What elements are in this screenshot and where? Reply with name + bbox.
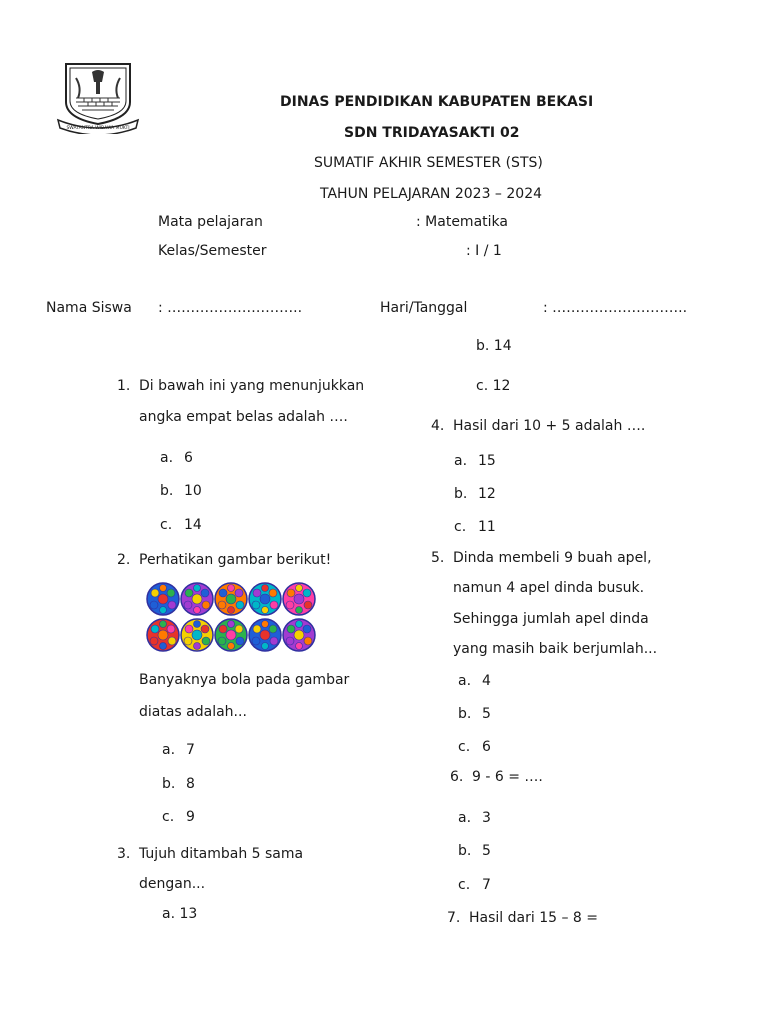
question-number: 5. [431, 550, 445, 566]
question-number: 3. [117, 846, 131, 862]
q3-option-a: a. 13 [162, 906, 198, 922]
q4-option-a: a. 15 [454, 453, 496, 469]
soccer-ball [283, 583, 315, 615]
q6-option-a: a. 3 [458, 810, 491, 826]
soccer-ball [249, 583, 281, 615]
subject-label: Mata pelajaran [158, 214, 263, 230]
question-1-line2: angka empat belas adalah …. [139, 409, 348, 425]
question-2 [117, 552, 331, 568]
class-label: Kelas/Semester [158, 243, 267, 259]
question-5-line3: Sehingga jumlah apel dinda [453, 611, 649, 627]
q1-option-c: c. 14 [160, 517, 202, 533]
q6-option-b: b. 5 [458, 843, 491, 859]
question-1 [117, 378, 364, 394]
class-value: : I / 1 [466, 243, 502, 259]
question-5-line2: namun 4 apel dinda busuk. [453, 580, 645, 596]
q2-option-a: a. 7 [162, 742, 195, 758]
q1-option-b: b. 10 [160, 483, 202, 499]
q5-option-b: b. 5 [458, 706, 491, 722]
student-name-label: Nama Siswa [46, 300, 132, 316]
q6-option-c: c. 7 [458, 877, 491, 893]
header-school: SDN TRIDAYASAKTI 02 [344, 125, 520, 141]
header-exam: SUMATIF AKHIR SEMESTER (STS) [314, 155, 543, 171]
q2-option-b: b. 8 [162, 776, 195, 792]
q3-option-c: c. 12 [476, 378, 511, 394]
header-year: TAHUN PELAJARAN 2023 – 2024 [320, 186, 543, 202]
question-number: 7. [447, 910, 461, 926]
question-text: Tujuh ditambah 5 sama [139, 846, 304, 862]
question-number: 6. [450, 769, 464, 785]
q2-option-c: c. 9 [162, 809, 195, 825]
question-text: 9 - 6 = …. [472, 769, 543, 785]
question-3-line2: dengan... [139, 876, 206, 892]
soccer-ball [181, 583, 213, 615]
question-text: Hasil dari 15 – 8 = [469, 910, 598, 926]
soccer-balls-image [146, 582, 316, 652]
student-name-field: : ……………………….. [158, 300, 303, 316]
subject-value: : Matematika [416, 214, 508, 230]
question-text: Perhatikan gambar berikut! [139, 552, 332, 568]
q5-option-c: c. 6 [458, 739, 491, 755]
q1-option-a: a. 6 [160, 450, 193, 466]
q4-option-c: c. 11 [454, 519, 496, 535]
soccer-ball [215, 583, 247, 615]
q3-option-b: b. 14 [476, 338, 512, 354]
soccer-ball [215, 619, 247, 651]
question-5 [431, 550, 652, 566]
question-2-line2: Banyaknya bola pada gambar [139, 672, 350, 688]
soccer-ball [147, 583, 179, 615]
question-text: Di bawah ini yang menunjukkan [139, 378, 365, 394]
question-number: 2. [117, 552, 131, 568]
question-text: Hasil dari 10 + 5 adalah …. [453, 418, 646, 434]
logo-motto: SWATANTRA WIBAWA MUKTI [66, 126, 130, 131]
header-agency: DINAS PENDIDIKAN KABUPATEN BEKASI [280, 94, 594, 110]
question-2-line3: diatas adalah... [139, 704, 247, 720]
regency-logo [56, 58, 140, 134]
question-text: Dinda membeli 9 buah apel, [453, 550, 652, 566]
question-5-line4: yang masih baik berjumlah... [453, 641, 658, 657]
date-label: Hari/Tanggal [380, 300, 468, 316]
soccer-ball [283, 619, 315, 651]
date-field: : ……………………….. [543, 300, 688, 316]
soccer-ball [249, 619, 281, 651]
soccer-ball [147, 619, 179, 651]
question-number: 1. [117, 378, 131, 394]
question-number: 4. [431, 418, 445, 434]
q4-option-b: b. 12 [454, 486, 496, 502]
soccer-ball [181, 619, 213, 651]
question-7 [447, 910, 598, 926]
q5-option-a: a. 4 [458, 673, 491, 689]
question-4 [431, 418, 645, 434]
question-6 [450, 769, 543, 785]
question-3 [117, 846, 303, 862]
